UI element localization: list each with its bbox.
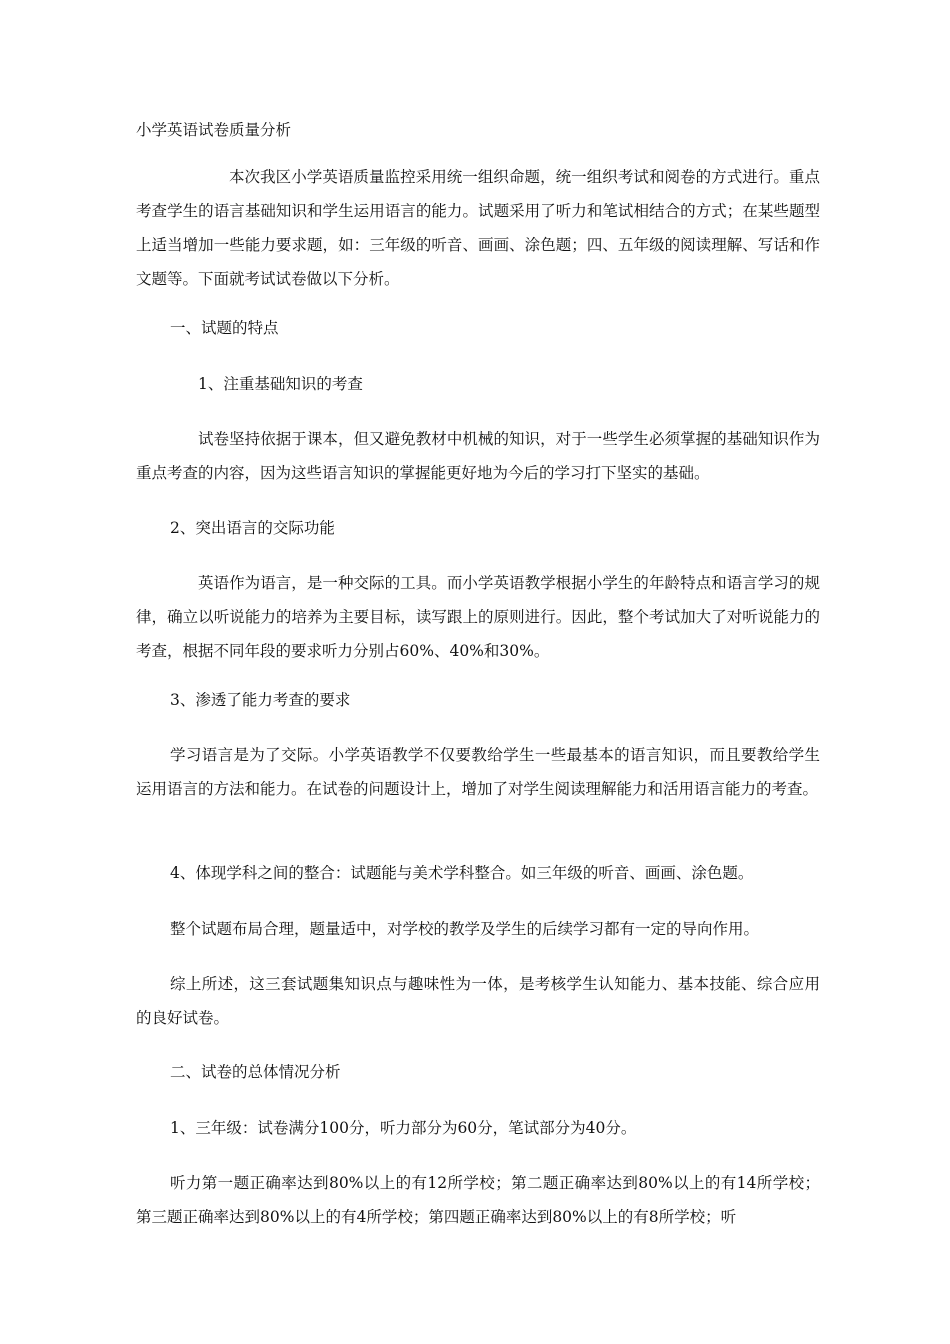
document-title: 小学英语试卷质量分析 — [136, 121, 292, 139]
paragraph-summary-1: 整个试题布局合理，题量适中，对学校的教学及学生的后续学习都有一定的导向作用。 — [170, 920, 760, 938]
paragraph-2-1: 听力第一题正确率达到80%以上的有12所学校；第二题正确率达到80%以上的有14所学校；第三题正确率达到80%以上的有4所学校；第四题正确率达到80%以上的有8所学校；听 — [136, 1174, 820, 1226]
subheading-1-3: 3、渗透了能力考查的要求 — [170, 691, 351, 709]
subheading-1-2: 2、突出语言的交际功能 — [170, 519, 335, 537]
paragraph-1-3: 学习语言是为了交际。小学英语教学不仅要教给学生一些最基本的语言知识，而且要教给学生运用语言的方法和能力。在试卷的问题设计上，增加了对学生阅读理解能力和活用语言能力的考查。 — [136, 746, 820, 798]
paragraph-1-1: 试卷坚持依据于课本，但又避免教材中机械的知识，对于一些学生必须掌握的基础知识作为重点考查的内容，因为这些语言知识的掌握能更好地为今后的学习打下坚实的基础。 — [136, 430, 820, 482]
paragraph-intro: 本次我区小学英语质量监控采用统一组织命题，统一组织考试和阅卷的方式进行。重点考查学生的语言基础知识和学生运用语言的能力。试题采用了听力和笔试相结合的方式；在某些题型上适当增加一些能力要求题，如：三年级的听音、画画、涂色题；四、五年级的阅读理解、写话和作文题等。下面就考试试卷做以下分析。 — [136, 168, 820, 288]
paragraph-summary-2: 综上所述，这三套试题集知识点与趣味性为一体，是考核学生认知能力、基本技能、综合应用的良好试卷。 — [136, 975, 820, 1027]
paragraph-1-2: 英语作为语言，是一种交际的工具。而小学英语教学根据小学生的年龄特点和语言学习的规律，确立以听说能力的培养为主要目标，读写跟上的原则进行。因此，整个考试加大了对听说能力的考查，根据不同年段的要求听力分别占60%、40%和30%。 — [136, 574, 820, 660]
section-heading-2: 二、试卷的总体情况分析 — [170, 1063, 341, 1081]
subheading-1-4: 4、体现学科之间的整合：试题能与美术学科整合。如三年级的听音、画画、涂色题。 — [170, 864, 754, 882]
subheading-2-1: 1、三年级：试卷满分100分，听力部分为60分，笔试部分为40分。 — [170, 1119, 637, 1137]
section-heading-1: 一、试题的特点 — [170, 319, 279, 337]
subheading-1-1: 1、注重基础知识的考查 — [198, 375, 363, 393]
